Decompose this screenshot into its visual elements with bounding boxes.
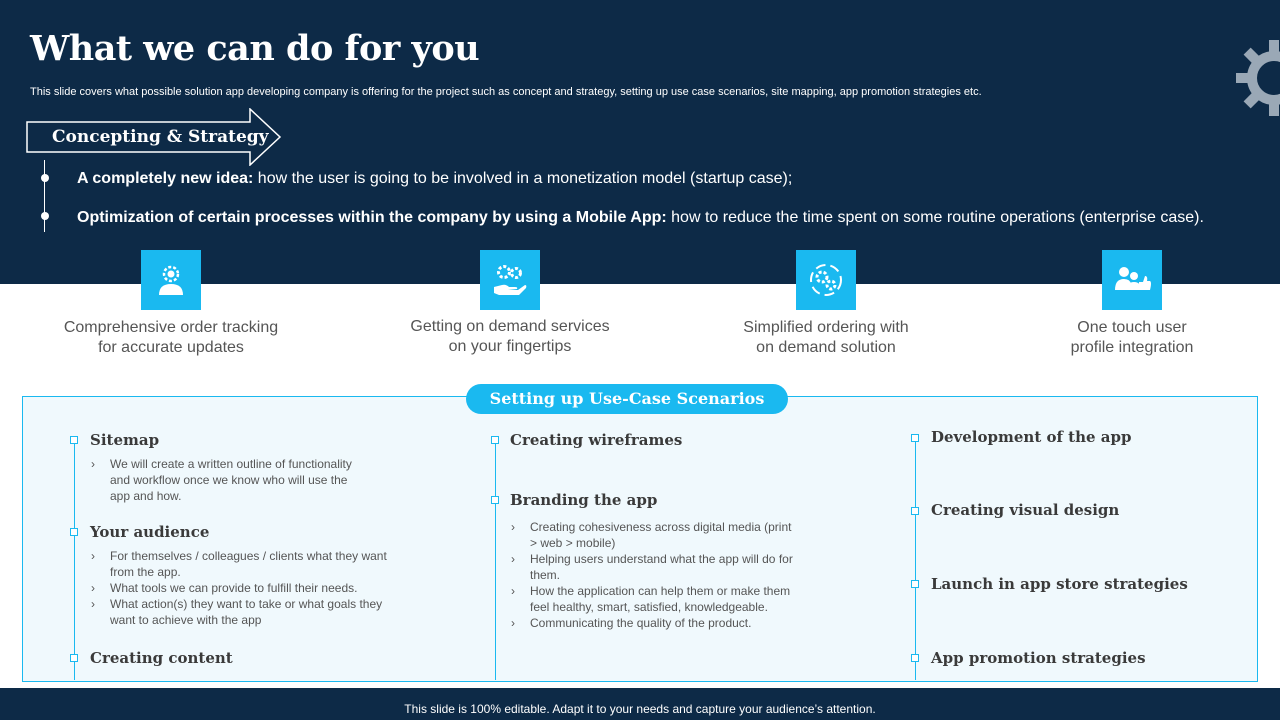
section-title: Sitemap bbox=[90, 431, 160, 449]
bullet-item: › What tools we can provide to fulfill their needs. bbox=[90, 580, 390, 596]
timeline-marker bbox=[70, 654, 78, 662]
bullet-item: › For themselves / colleagues / clients what they want from the app. bbox=[90, 548, 390, 580]
feature-text: for accurate updates bbox=[98, 339, 244, 356]
bullet-item: › Communicating the quality of the product. bbox=[510, 615, 800, 631]
bullet-item: › How the application can help them or make them feel healthy, smart, satisfied, knowledgeable. bbox=[510, 583, 800, 615]
timeline-marker bbox=[911, 434, 919, 442]
feature-text: Getting on demand services bbox=[410, 318, 610, 335]
timeline-marker bbox=[911, 507, 919, 515]
column-line bbox=[915, 438, 916, 680]
bullet-item: › We will create a written outline of functionality and workflow once we know who will use the app and how. bbox=[90, 456, 370, 504]
section-title: Creating content bbox=[90, 649, 233, 667]
bullet-item: › What action(s) they want to take or what goals they want to achieve with the app bbox=[90, 596, 390, 628]
concepting-label: Concepting & Strategy bbox=[52, 127, 269, 147]
column-line bbox=[74, 440, 75, 680]
section-title: App promotion strategies bbox=[931, 649, 1146, 667]
bullet-item: › Creating cohesiveness across digital media (print > web > mobile) bbox=[510, 519, 800, 551]
bullet-dot bbox=[41, 174, 49, 182]
scenarios-title: Setting up Use-Case Scenarios bbox=[466, 384, 788, 414]
feature-text: One touch user bbox=[1077, 319, 1187, 336]
hand-gears-icon bbox=[480, 250, 540, 310]
section-title: Creating visual design bbox=[931, 501, 1120, 519]
feature-text: Simplified ordering with bbox=[743, 319, 909, 336]
section-title: Branding the app bbox=[510, 491, 658, 509]
timeline-marker bbox=[911, 654, 919, 662]
section-bullets bbox=[90, 456, 370, 504]
team-thumbs-up-icon bbox=[1102, 250, 1162, 310]
concept-item: Optimization of certain processes within the company by using a Mobile App: how to reduce the time spent on some routine operations (enterprise case). bbox=[77, 209, 1204, 226]
concept-item: A completely new idea: how the user is going to be involved in a monetization model (startup case); bbox=[77, 170, 793, 187]
section-title: Creating wireframes bbox=[510, 431, 683, 449]
timeline-marker bbox=[491, 496, 499, 504]
section-title: Launch in app store strategies bbox=[931, 575, 1188, 593]
timeline-marker bbox=[491, 436, 499, 444]
section-title: Your audience bbox=[90, 523, 210, 541]
bullet-dot bbox=[41, 212, 49, 220]
feature-text: on your fingertips bbox=[448, 338, 572, 355]
section-bullets bbox=[510, 519, 800, 631]
feature-text: Comprehensive order tracking bbox=[63, 319, 279, 336]
feature-item bbox=[380, 250, 640, 357]
timeline-marker bbox=[911, 580, 919, 588]
bullet-item: › Helping users understand what the app will do for them. bbox=[510, 551, 800, 583]
feature-text: on demand solution bbox=[756, 339, 896, 356]
timeline-line bbox=[44, 160, 45, 232]
column-line bbox=[495, 440, 496, 680]
timeline-marker bbox=[70, 436, 78, 444]
feature-text: profile integration bbox=[1070, 339, 1194, 356]
timeline-marker bbox=[70, 528, 78, 536]
feature-item bbox=[41, 250, 301, 358]
gears-cycle-icon bbox=[796, 250, 856, 310]
section-title: Development of the app bbox=[931, 428, 1132, 446]
section-bullets bbox=[90, 548, 390, 628]
page-title: What we can do for you bbox=[30, 28, 480, 69]
page-subtitle: This slide covers what possible solution app developing company is offering for the project such as concept and strategy, setting up use case scenarios, site mapping, app promotion strategies etc. bbox=[30, 86, 982, 98]
gear-icon bbox=[1234, 38, 1280, 118]
feature-item bbox=[696, 250, 956, 358]
feature-item bbox=[1002, 250, 1262, 358]
footer-note: This slide is 100% editable. Adapt it to your needs and capture your audience’s attention. bbox=[0, 688, 1280, 720]
person-gear-icon bbox=[141, 250, 201, 310]
